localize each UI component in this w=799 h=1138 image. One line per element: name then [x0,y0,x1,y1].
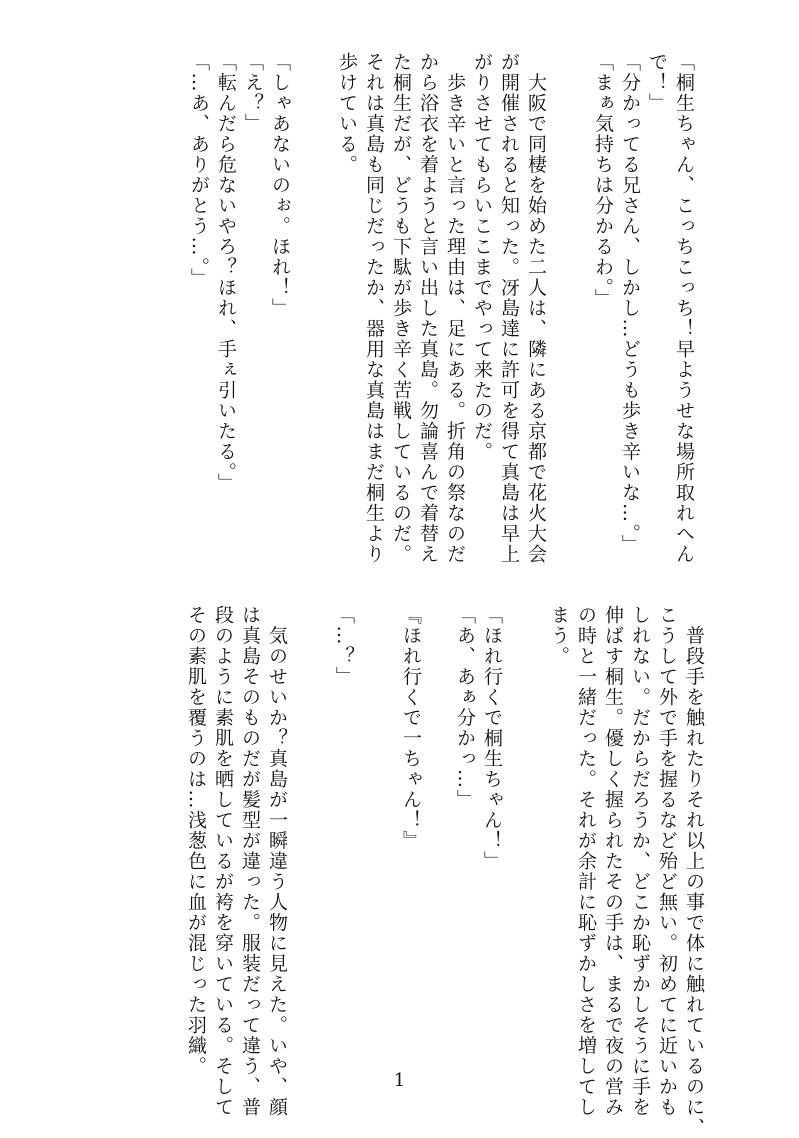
narration-paragraph: 大阪で同棲を始めた二人は、隣にある京都で花火大会 が開催されると知った。冴島達に許可を得て真島は早上 がりさせてもらいここまでやって来たのだ。 歩き辛いと言った理由は、足にある。折角の祭なのだ から浴衣を着ようと言い出した真島。勿論喜んで着替え た桐生だが、どうも下駄が歩き辛く苦戦しているのだ。 それは真島も同じだったか、器用な真島はまだ桐生より 歩けている。 [336,52,547,565]
narration-paragraph: 普段手を触れたりそれ以上の事で体に触れているのに、 こうして外で手を握るなど殆ど無い。初めてに近いかも しれない。だからだろうか、どこか恥ずかしそうに手を 伸ばす桐生。優しく握られたその手は、まるで夜の営み の時と一緒だった。それが余計に恥ずかしさを増してし まう。 [548,605,705,1138]
paragraph-gap [505,605,545,1138]
paragraph-gap [549,52,589,565]
paragraph-gap [424,605,451,1138]
lower-text-block [182,605,707,1138]
question-dialogue: 「…？」 [333,605,355,687]
paragraph-gap [357,605,397,1138]
narration-paragraph: 気のせいか？真島が一瞬違う人物に見えた。いや、顔 は真島そのものだが髪型が違った。服装だって違う、普 段のように素肌を晒しているが袴を穿いている。そして その素肌を覆うのは…浅葱色に血が混じった羽織。 [185,605,288,1118]
walking-dialogue: 「ほれ行くで桐生ちゃん！」 「あ、あぁ分かっ…」 [454,605,503,872]
vision-dialogue: 『ほれ行くで一ちゃん！』 [400,605,422,851]
paragraph-gap [290,605,330,1138]
page-number: 1 [393,1070,406,1091]
hand-holding-dialogue: 「しゃあないのぉ。ほれ！」 「え？」 「転んだら危ないやろ？ほれ、手ぇ引いたる。」 「…あ、ありがとう…。」 [188,52,291,494]
paragraph-gap [293,52,333,565]
opening-dialogue: 「桐生ちゃん、こっちこっち！早ようせな場所取れへん で！」 「分かってる兄さん、しかし…どうも歩き辛いな…。」 「まぁ気持ちは分かるわ。」 [592,52,695,565]
upper-text-block [185,52,697,565]
